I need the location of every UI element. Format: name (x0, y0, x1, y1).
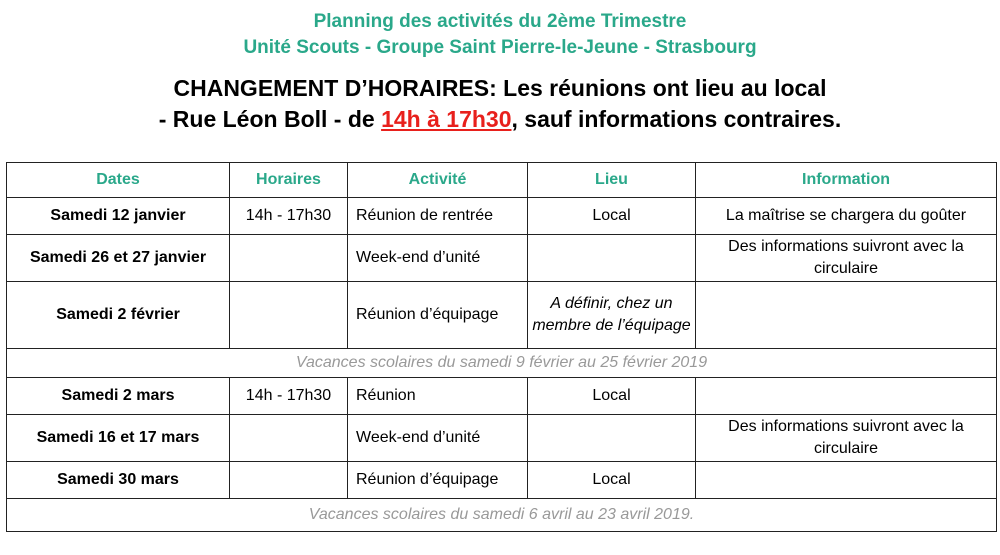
column-header-lieu: Lieu (528, 163, 696, 198)
cell-lieu: A définir, chez un membre de l’équipage (528, 282, 696, 349)
cell-information (696, 462, 997, 499)
headline-line-2 (0, 104, 1000, 135)
column-header-dates: Dates (7, 163, 230, 198)
cell-horaires: 14h - 17h30 (230, 378, 348, 415)
cell-activite: Réunion d’équipage (348, 462, 528, 499)
cell-lieu: Local (528, 462, 696, 499)
cell-horaires (230, 235, 348, 282)
table-row (7, 282, 997, 349)
cell-activite: Week-end d’unité (348, 235, 528, 282)
cell-date: Samedi 12 janvier (7, 198, 230, 235)
cell-lieu (528, 415, 696, 462)
page-title-line-1: Planning des activités du 2ème Trimestre (313, 11, 687, 32)
headline-line-1: CHANGEMENT D’HORAIRES: Les réunions ont lieu au local (173, 75, 827, 101)
cell-horaires: 14h - 17h30 (230, 198, 348, 235)
column-header-information: Information (696, 163, 997, 198)
cell-date: Samedi 26 et 27 janvier (7, 235, 230, 282)
table-row (7, 462, 997, 499)
cell-date: Samedi 2 mars (7, 378, 230, 415)
cell-information (696, 378, 997, 415)
cell-date: Samedi 2 février (7, 282, 230, 349)
page-title-line-2: Unité Scouts - Groupe Saint Pierre-le-Jeune - Strasbourg (243, 37, 757, 58)
cell-lieu: Local (528, 198, 696, 235)
headline-prefix: - Rue Léon Boll - de (158, 106, 382, 132)
cell-horaires (230, 282, 348, 349)
cell-activite: Réunion de rentrée (348, 198, 528, 235)
holiday-row (7, 499, 997, 532)
table-row (7, 378, 997, 415)
cell-horaires (230, 462, 348, 499)
holiday-notice: Vacances scolaires du samedi 6 avril au 23 avril 2019. (7, 499, 997, 532)
cell-information (696, 282, 997, 349)
cell-date: Samedi 30 mars (7, 462, 230, 499)
cell-activite: Week-end d’unité (348, 415, 528, 462)
cell-information: Des informations suivront avec la circulaire (696, 415, 997, 462)
cell-lieu (528, 235, 696, 282)
cell-information: La maîtrise se chargera du goûter (696, 198, 997, 235)
cell-activite: Réunion d’équipage (348, 282, 528, 349)
cell-lieu: Local (528, 378, 696, 415)
column-header-activite: Activité (348, 163, 528, 198)
cell-date: Samedi 16 et 17 mars (7, 415, 230, 462)
headline-hours: 14h à 17h30 (381, 106, 512, 132)
table-header-row (7, 163, 997, 198)
table-row (7, 415, 997, 462)
column-header-horaires: Horaires (230, 163, 348, 198)
activity-schedule-table (6, 162, 997, 532)
headline-suffix: , sauf informations contraires. (511, 106, 842, 132)
cell-activite: Réunion (348, 378, 528, 415)
cell-information: Des informations suivront avec la circulaire (696, 235, 997, 282)
holiday-notice: Vacances scolaires du samedi 9 février au 25 février 2019 (7, 349, 997, 378)
holiday-row (7, 349, 997, 378)
table-row (7, 235, 997, 282)
cell-horaires (230, 415, 348, 462)
table-row (7, 198, 997, 235)
